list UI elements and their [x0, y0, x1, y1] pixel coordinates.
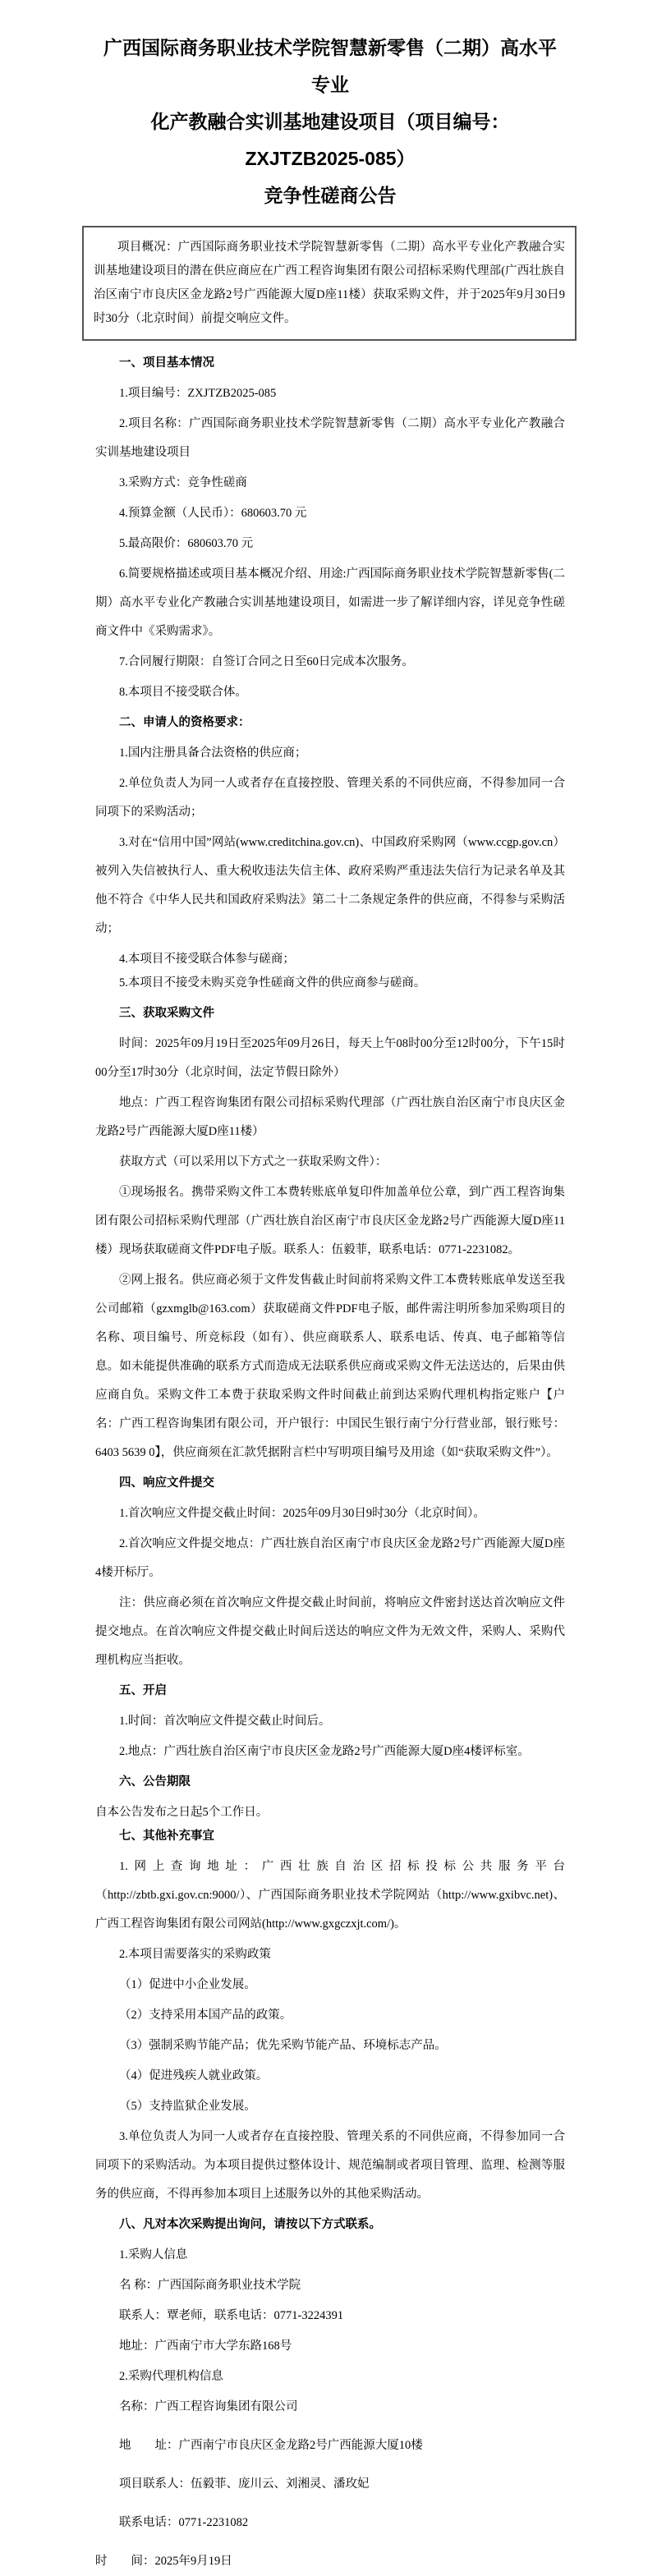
paragraph: 时间：2025年09月19日至2025年09月26日，每天上午08时00分至12时00分，下午15时00分至17时30分（北京时间，法定节假日除外）	[95, 1037, 565, 1079]
paragraph: 2.地点：广西壮族自治区南宁市良庆区金龙路2号广西能源大厦D座4楼评标室。	[119, 1745, 530, 1758]
section-heading: 四、响应文件提交	[119, 1476, 214, 1490]
paragraph: 3.采购方式：竞争性磋商	[119, 476, 247, 489]
paragraph: 地 址：广西南宁市良庆区金龙路2号广西能源大厦10楼	[119, 2439, 423, 2452]
paragraph: 8.本项目不接受联合体。	[119, 686, 247, 699]
paragraph: 地点：广西工程咨询集团有限公司招标采购代理部（广西壮族自治区南宁市良庆区金龙路2号广西能源大厦D座11楼）	[95, 1096, 565, 1138]
title-line-3: 竞争性磋商公告	[264, 185, 397, 206]
paragraph: 1.首次响应文件提交截止时间：2025年09月30日9时30分（北京时间）。	[119, 1507, 485, 1520]
document-body	[95, 349, 565, 2576]
paragraph: 联系电话：0771-2231082	[119, 2516, 249, 2529]
paragraph: 7.合同履行期限：自签订合同之日至60日完成本次服务。	[119, 655, 414, 668]
project-overview-text: 项目概况：广西国际商务职业技术学院智慧新零售（二期）高水平专业化产教融合实训基地建设项目的潜在供应商应在广西工程咨询集团有限公司招标采购代理部(广西壮族自治区南宁市良庆区金龙路2号广西能源大厦D座11楼）获取采购文件，并于2025年9月30日9时30分（北京时间）前提交响应文件。	[94, 241, 565, 325]
paragraph: 1.项目编号：ZXJTZB2025-085	[119, 387, 277, 400]
section-heading: 三、获取采购文件	[119, 1007, 214, 1020]
paragraph: 2.首次响应文件提交地点：广西壮族自治区南宁市良庆区金龙路2号广西能源大厦D座4楼开标厅。	[95, 1537, 565, 1579]
paragraph: 时 间：2025年9月19日	[95, 2555, 232, 2568]
section-heading: 二、申请人的资格要求：	[119, 716, 250, 729]
paragraph: （3）强制采购节能产品；优先采购节能产品、环境标志产品。	[119, 2039, 447, 2052]
paragraph: 2.采购代理机构信息	[119, 2370, 223, 2383]
paragraph: 注：供应商必须在首次响应文件提交截止时间前，将响应文件密封送达首次响应文件提交地点。在首次响应文件提交截止时间后送达的响应文件为无效文件，采购人、采购代理机构应当拒收。	[95, 1596, 565, 1667]
paragraph: 3.单位负责人为同一人或者存在直接控股、管理关系的不同供应商，不得参加同一合同项下的采购活动。为本项目提供过整体设计、规范编制或者项目管理、监理、检测等服务的供应商，不得再参加本项目上述服务以外的其他采购活动。	[95, 2130, 565, 2201]
paragraph: 联系人：覃老师，联系电话：0771-3224391	[119, 2309, 344, 2322]
section-heading: 七、其他补充事宜	[119, 1830, 214, 1843]
paragraph: （1）促进中小企业发展。	[119, 1978, 256, 1991]
paragraph: 4.预算金额（人民币）：680603.70 元	[119, 507, 307, 520]
paragraph: 1.时间：首次响应文件提交截止时间后。	[119, 1715, 331, 1728]
paragraph: 5.本项目不接受未购买竞争性磋商文件的供应商参与磋商。	[119, 976, 426, 990]
section-heading: 一、项目基本情况	[119, 356, 214, 370]
paragraph: 1.国内注册具备合法资格的供应商；	[119, 746, 307, 760]
paragraph: 6.简要规格描述或项目基本概况介绍、用途:广西国际商务职业技术学院智慧新零售(二期）高水平专业化产教融合实训基地建设项目，如需进一步了解详细内容，详见竞争性磋商文件中《采购需求》。	[95, 567, 565, 638]
title-line-1: 广西国际商务职业技术学院智慧新零售（二期）高水平专业	[103, 37, 557, 95]
paragraph: 项目联系人：伍毅菲、庞川云、刘湘灵、潘玫妃	[119, 2477, 370, 2491]
paragraph: 2.项目名称：广西国际商务职业技术学院智慧新零售（二期）高水平专业化产教融合实训基地建设项目	[95, 417, 565, 459]
paragraph: 名称：广西工程咨询集团有限公司	[119, 2400, 298, 2413]
paragraph: 5.最高限价：680603.70 元	[119, 537, 254, 550]
paragraph: 获取方式（可以采用以下方式之一获取采购文件）：	[119, 1155, 388, 1169]
project-overview-box	[82, 226, 577, 341]
document-title	[95, 30, 565, 214]
paragraph: 地址：广西南宁市大学东路168号	[119, 2340, 292, 2353]
paragraph: （4）促进残疾人就业政策。	[119, 2069, 269, 2082]
paragraph: 名 称：广西国际商务职业技术学院	[119, 2279, 301, 2292]
section-heading: 五、开启	[119, 1684, 167, 1697]
paragraph: 1.采购人信息	[119, 2248, 188, 2261]
paragraph: 自本公告发布之日起5个工作日。	[95, 1806, 269, 1819]
paragraph: 2.本项目需要落实的采购政策	[119, 1948, 271, 1961]
paragraph: 2.单位负责人为同一人或者存在直接控股、管理关系的不同供应商，不得参加同一合同项下的采购活动；	[95, 777, 565, 819]
paragraph: ①现场报名。携带采购文件工本费转账底单复印件加盖单位公章，到广西工程咨询集团有限公司招标采购代理部（广西壮族自治区南宁市良庆区金龙路2号广西能源大厦D座11楼）现场获取磋商文件PDF电子版。联系人：伍毅菲，联系电话：0771-2231082。	[95, 1186, 565, 1256]
paragraph: 3.对在“信用中国”网站(www.creditchina.gov.cn)、中国政府采购网（www.ccgp.gov.cn）被列入失信被执行人、重大税收违法失信主体、政府采购严重违法失信行为记录名单及其他不符合《中华人民共和国政府采购法》第二十二条规定条件的供应商，不得参与采购活动；	[95, 836, 565, 935]
title-line-2: 化产教融合实训基地建设项目（项目编号：ZXJTZB2025-085）	[150, 111, 510, 169]
section-heading: 六、公告期限	[119, 1775, 191, 1789]
paragraph: ②网上报名。供应商必须于文件发售截止时间前将采购文件工本费转账底单发送至我公司邮箱（gzxmglb@163.com）获取磋商文件PDF电子版，邮件需注明所参加采购项目的名称、项目编号、所竞标段（如有）、供应商联系人、联系电话、传真、电子邮箱等信息。如未能提供准确的联系方式而造成无法联系供应商或采购文件无法送达的，后果由供应商自负。采购文件工本费于获取采购文件时间截止前到达采购代理机构指定账户【户名：广西工程咨询集团有限公司，开户银行：中国民生银行南宁分行营业部，银行账号：6403 5639 0】，供应商须在汇款凭据附言栏中写明项目编号及用途（如“获取采购文件”）。	[95, 1274, 565, 1459]
section-heading: 八、凡对本次采购提出询问，请按以下方式联系。	[119, 2218, 381, 2231]
paragraph: （5）支持监狱企业发展。	[119, 2100, 256, 2113]
paragraph: （2）支持采用本国产品的政策。	[119, 2009, 292, 2022]
paragraph: 1.网上查询地址：广西壮族自治区招标投标公共服务平台（http://zbtb.gxi.gov.cn:9000/）、广西国际商务职业技术学院网站（http://www.gxibvc.net)、广西工程咨询集团有限公司网站(http://www.gxgczxjt.com/)。	[95, 1860, 565, 1931]
paragraph: 4.本项目不接受联合体参与磋商；	[119, 953, 295, 966]
